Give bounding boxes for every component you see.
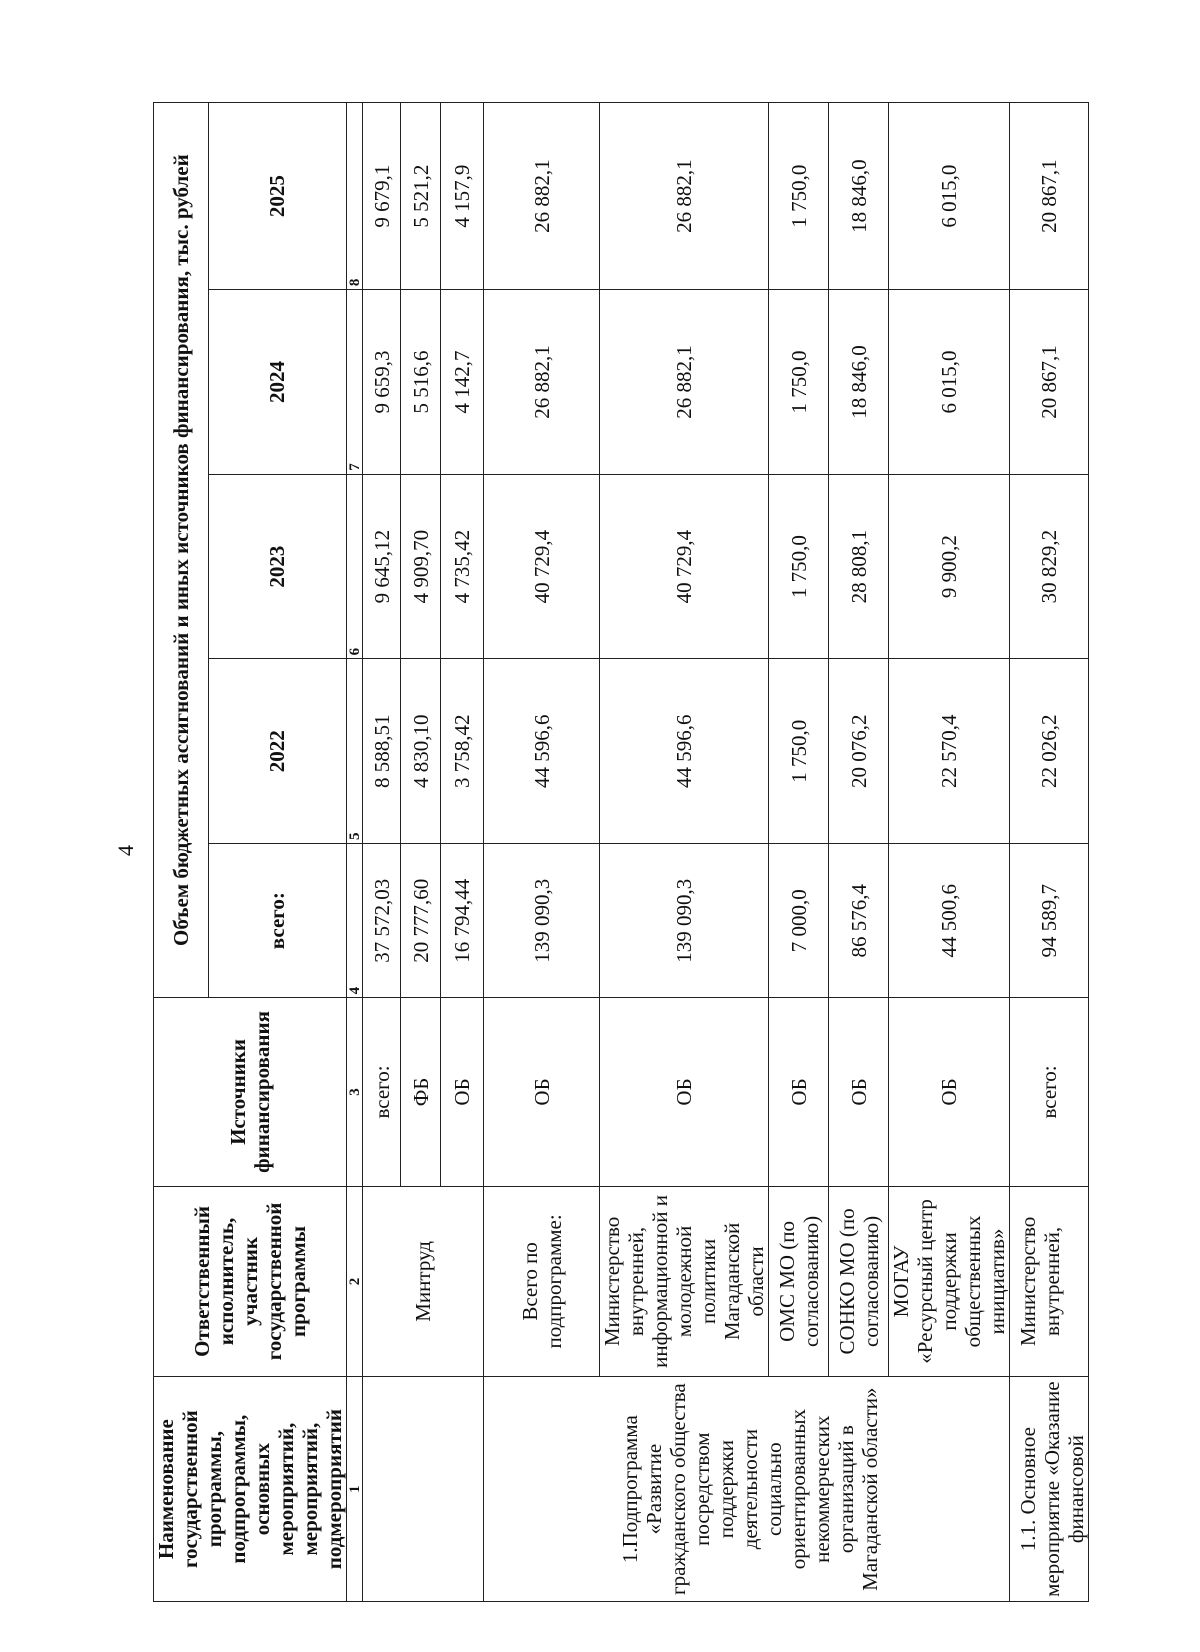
- header-year-2024: 2024: [208, 290, 346, 475]
- value-cell: 139 090,3: [484, 844, 600, 998]
- executor-cell: СОНКО МО (по согласованию): [829, 1186, 889, 1377]
- value-cell: 1 750,0: [769, 474, 829, 659]
- financing-table: [153, 102, 1089, 1602]
- value-cell: 9 659,3: [363, 290, 401, 475]
- empty-name-cell: [363, 1377, 484, 1602]
- executor-cell: ОМС МО (по согласованию): [769, 1186, 829, 1377]
- index-cell: 6: [347, 474, 363, 659]
- table-row: [363, 103, 401, 1602]
- source-cell: ОБ: [769, 998, 829, 1186]
- value-cell: 9 679,1: [363, 103, 401, 290]
- header-executor: Ответственный исполнитель, участник государственной программы: [154, 1186, 347, 1377]
- value-cell: 28 808,1: [829, 474, 889, 659]
- value-cell: 44 500,6: [889, 844, 1010, 998]
- value-cell: 44 596,6: [600, 659, 769, 844]
- value-cell: 139 090,3: [600, 844, 769, 998]
- page-number: 4: [113, 845, 138, 856]
- index-cell: 2: [347, 1186, 363, 1377]
- value-cell: 1 750,0: [769, 290, 829, 475]
- source-cell: всего:: [1010, 998, 1089, 1186]
- header-name: Наименование государственной программы, подпрограммы, основных мероприятий, мероприятий, подмероприятий: [154, 1377, 347, 1602]
- value-cell: 20 076,2: [829, 659, 889, 844]
- table-row: [484, 103, 600, 1602]
- header-year-2025: 2025: [208, 103, 346, 290]
- value-cell: 26 882,1: [484, 103, 600, 290]
- executor-cell: Всего по подпрограмме:: [484, 1186, 600, 1377]
- value-cell: 1 750,0: [769, 103, 829, 290]
- value-cell: 16 794,44: [441, 844, 484, 998]
- value-cell: 8 588,51: [363, 659, 401, 844]
- header-year-2022: 2022: [208, 659, 346, 844]
- value-cell: 7 000,0: [769, 844, 829, 998]
- value-cell: 22 570,4: [889, 659, 1010, 844]
- executor-cell: Минтруд: [363, 1186, 484, 1377]
- value-cell: 20 867,1: [1010, 290, 1089, 475]
- source-cell: ОБ: [889, 998, 1010, 1186]
- value-cell: 40 729,4: [600, 474, 769, 659]
- source-cell: ОБ: [484, 998, 600, 1186]
- value-cell: 18 846,0: [829, 103, 889, 290]
- value-cell: 30 829,2: [1010, 474, 1089, 659]
- header-sources: Источники финансирования: [154, 998, 347, 1186]
- index-cell: 5: [347, 659, 363, 844]
- value-cell: 4 735,42: [441, 474, 484, 659]
- value-cell: 26 882,1: [600, 103, 769, 290]
- source-cell: ОБ: [829, 998, 889, 1186]
- value-cell: 6 015,0: [889, 103, 1010, 290]
- value-cell: 94 589,7: [1010, 844, 1089, 998]
- value-cell: 3 758,42: [441, 659, 484, 844]
- value-cell: 6 015,0: [889, 290, 1010, 475]
- value-cell: 5 516,6: [401, 290, 441, 475]
- header-volume-group: Объем бюджетных ассигнований и иных источников финансирования, тыс. рублей: [154, 103, 209, 998]
- source-cell: ОБ: [600, 998, 769, 1186]
- value-cell: 4 830,10: [401, 659, 441, 844]
- value-cell: 22 026,2: [1010, 659, 1089, 844]
- table-row: [889, 103, 1010, 1602]
- index-cell: 3: [347, 998, 363, 1186]
- empty-name-cell: [484, 1377, 600, 1602]
- value-cell: 44 596,6: [484, 659, 600, 844]
- main-event-name-cell: 1.1. Основное мероприятие «Оказание финансовой: [1010, 1377, 1089, 1602]
- value-cell: 4 909,70: [401, 474, 441, 659]
- value-cell: 5 521,2: [401, 103, 441, 290]
- executor-cell: Министерство внутренней, информационной и молодежной политики Магаданской области: [600, 1186, 769, 1377]
- header-year-total: всего:: [208, 844, 346, 998]
- table-row: [1010, 103, 1089, 1602]
- value-cell: 20 867,1: [1010, 103, 1089, 290]
- table-row: [769, 103, 829, 1602]
- rotated-page: [113, 102, 1153, 1602]
- source-cell: ФБ: [401, 998, 441, 1186]
- value-cell: 18 846,0: [829, 290, 889, 475]
- source-cell: ОБ: [441, 998, 484, 1186]
- value-cell: 26 882,1: [484, 290, 600, 475]
- table-row: [600, 103, 769, 1602]
- value-cell: 1 750,0: [769, 659, 829, 844]
- value-cell: 9 645,12: [363, 474, 401, 659]
- value-cell: 26 882,1: [600, 290, 769, 475]
- table-row: [829, 103, 889, 1602]
- value-cell: 4 142,7: [441, 290, 484, 475]
- index-cell: 4: [347, 844, 363, 998]
- value-cell: 20 777,60: [401, 844, 441, 998]
- source-cell: всего:: [363, 998, 401, 1186]
- index-cell: 7: [347, 290, 363, 475]
- executor-cell: Министерство внутренней,: [1010, 1186, 1089, 1377]
- index-cell: 1: [347, 1377, 363, 1602]
- value-cell: 86 576,4: [829, 844, 889, 998]
- value-cell: 9 900,2: [889, 474, 1010, 659]
- header-row-1: [154, 103, 209, 1602]
- value-cell: 40 729,4: [484, 474, 600, 659]
- value-cell: 37 572,03: [363, 844, 401, 998]
- subprogram-name-cell: 1.Подпрограмма «Развитие гражданского общества посредством поддержки деятельности социально ориентированных некоммерческих организаций в Магаданской области»: [600, 1377, 1010, 1602]
- index-cell: 8: [347, 103, 363, 290]
- header-year-2023: 2023: [208, 474, 346, 659]
- index-row: [347, 103, 363, 1602]
- value-cell: 4 157,9: [441, 103, 484, 290]
- executor-cell: МОГАУ «Ресурсный центр поддержки общественных инициатив»: [889, 1186, 1010, 1377]
